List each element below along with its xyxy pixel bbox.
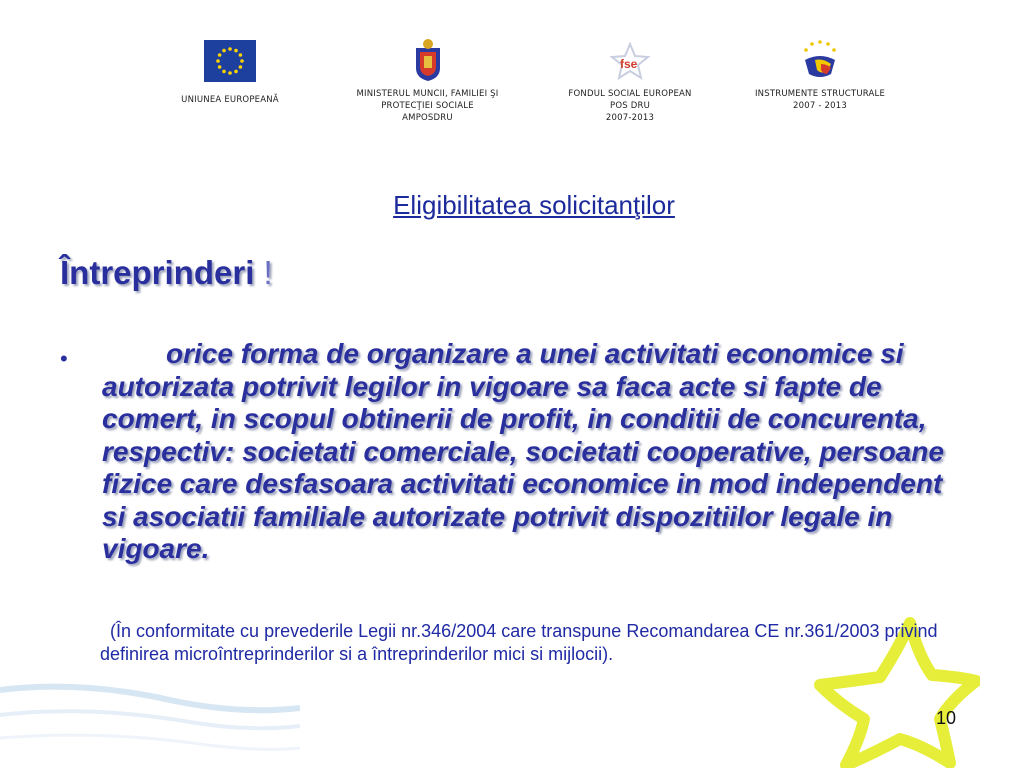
coat-of-arms-icon xyxy=(413,38,443,82)
instruments-logo-block xyxy=(745,38,895,112)
legal-note: (În conformitate cu prevederile Legii nr.346/2004 care transpune Recomandarea CE nr.361/2003 privind definirea microîntreprinderilor si a întreprinderilor mici si mijlocii). xyxy=(100,621,938,664)
bullet-text: orice forma de organizare a unei activitati economice si autorizata potrivit legilor in vigoare sa faca acte si fapte de comert, in scopul obtinerii de profit, in conditii de concurenta, respectiv: societati comerciale, societati cooperative, persoane fizice care desfasoara activitati economice in mod independent si asociatii familiale autorizate potrivit dispozitiilor legale in vigoare. xyxy=(102,338,944,564)
page-number: 10 xyxy=(936,708,957,728)
bullet-item xyxy=(60,338,960,566)
slide-title: Eligibilitatea solicitanţilor xyxy=(393,190,675,220)
fse-logo-block xyxy=(560,42,700,124)
fse-mark: fse xyxy=(620,57,638,71)
heading-exclamation: ! xyxy=(263,254,273,291)
structural-instruments-icon xyxy=(797,38,843,84)
heading-text: Întreprinderi xyxy=(60,254,255,291)
ministry-logo-block xyxy=(335,38,520,124)
eu-flag-icon xyxy=(204,40,256,82)
fse-caption: FONDUL SOCIAL EUROPEAN POS DRU 2007-2013 xyxy=(568,89,692,123)
eu-caption: UNIUNEA EUROPEANĂ xyxy=(181,95,279,105)
instruments-caption: INSTRUMENTE STRUCTURALE 2007 - 2013 xyxy=(754,89,886,111)
section-heading xyxy=(60,254,273,292)
decorative-swoosh xyxy=(0,660,300,768)
ministry-caption: MINISTERUL MUNCII, FAMILIEI ŞI PROTECŢIEI SOCIALE AMPOSDRU xyxy=(356,89,499,123)
eu-logo-block xyxy=(160,40,300,106)
fse-star-icon xyxy=(608,42,652,82)
bullet-dot: • xyxy=(60,346,68,371)
